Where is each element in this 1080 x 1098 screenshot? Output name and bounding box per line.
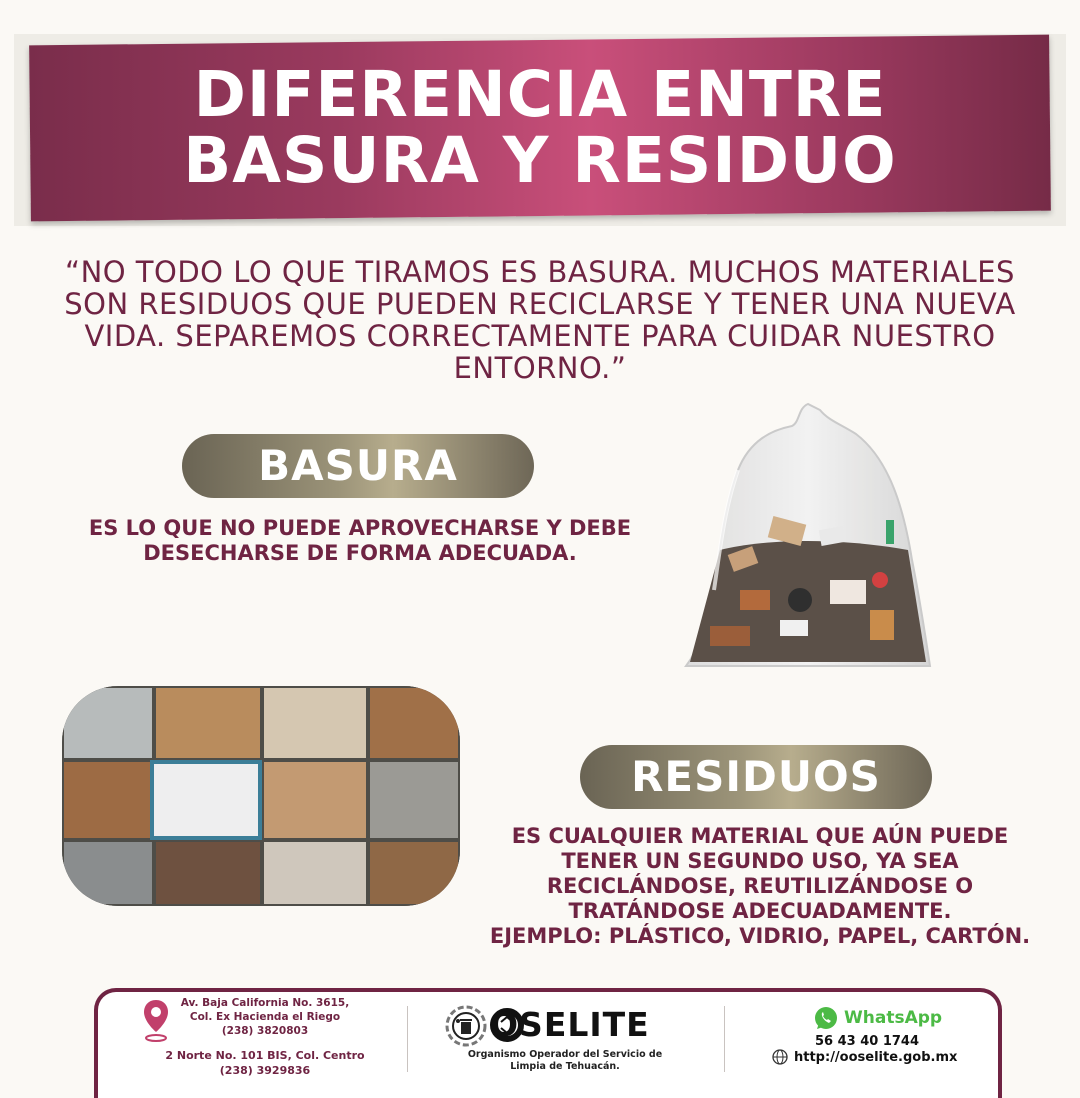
basura-label: BASURA [182, 434, 534, 498]
address-1-line-1: Av. Baja California No. 3615, [180, 997, 350, 1009]
address-1-line-2: Col. Ex Hacienda el Riego [189, 1011, 341, 1023]
footer-divider-left [407, 1006, 408, 1072]
oselite-logo [444, 1004, 488, 1048]
recyclables-photo [62, 686, 460, 906]
residuos-description-line-4: TRATÁNDOSE ADECUADAMENTE. [568, 899, 952, 923]
globe-icon [772, 1049, 788, 1065]
org-name [490, 1005, 650, 1044]
page-title [30, 58, 1050, 197]
residuos-description-line-1: ES CUALQUIER MATERIAL QUE AÚN PUEDE [511, 824, 1009, 848]
address-2-phone: (238) 3929836 [219, 1064, 311, 1077]
location-pin-icon [142, 998, 170, 1042]
residuos-description-line-2: TENER UN SEGUNDO USO, YA SEA [561, 849, 959, 873]
basura-description: ES LO QUE NO PUEDE APROVECHARSE Y DEBE DESECHARSE DE FORMA ADECUADA. [88, 516, 632, 565]
residuos-description [460, 824, 1060, 949]
title-line-1: DIFERENCIA ENTRE [193, 58, 887, 131]
org-subtitle [454, 1049, 676, 1073]
address-1 [180, 996, 350, 1038]
intro-quote: “NO TODO LO QUE TIRAMOS ES BASURA. MUCHOS MATERIALES SON RESIDUOS QUE PUEDEN RECICLARSE Y TENER UNA NUEVA VIDA. SEPAREMOS CORRECTAMENTE PARA CUIDAR NUESTRO ENTORNO.” [64, 255, 1016, 385]
website-link[interactable]: http://ooselite.gob.mx [794, 1050, 958, 1065]
trash-bag-image [680, 400, 940, 672]
footer-divider-right [724, 1006, 725, 1072]
residuos-description-line-3: RECICLÁNDOSE, REUTILIZÁNDOSE O [546, 874, 974, 898]
address-2 [160, 1048, 370, 1078]
residuos-example: EJEMPLO: PLÁSTICO, VIDRIO, PAPEL, CARTÓN. [489, 924, 1031, 948]
address-2-line-1: 2 Norte No. 101 BIS, Col. Centro [165, 1049, 365, 1062]
org-subtitle-line-2: Limpia de Tehuacán. [510, 1061, 620, 1072]
residuos-label: RESIDUOS [580, 745, 932, 809]
org-subtitle-line-1: Organismo Operador del Servicio de [467, 1049, 663, 1060]
title-line-2: BASURA Y RESIDUO [183, 124, 897, 197]
org-name-text: OSELITE [490, 1005, 650, 1044]
whatsapp-label[interactable]: WhatsApp [844, 1008, 943, 1028]
whatsapp-number[interactable]: 56 43 40 1744 [814, 1034, 920, 1049]
address-1-phone: (238) 3820803 [221, 1025, 309, 1037]
whatsapp-icon [812, 1004, 840, 1032]
